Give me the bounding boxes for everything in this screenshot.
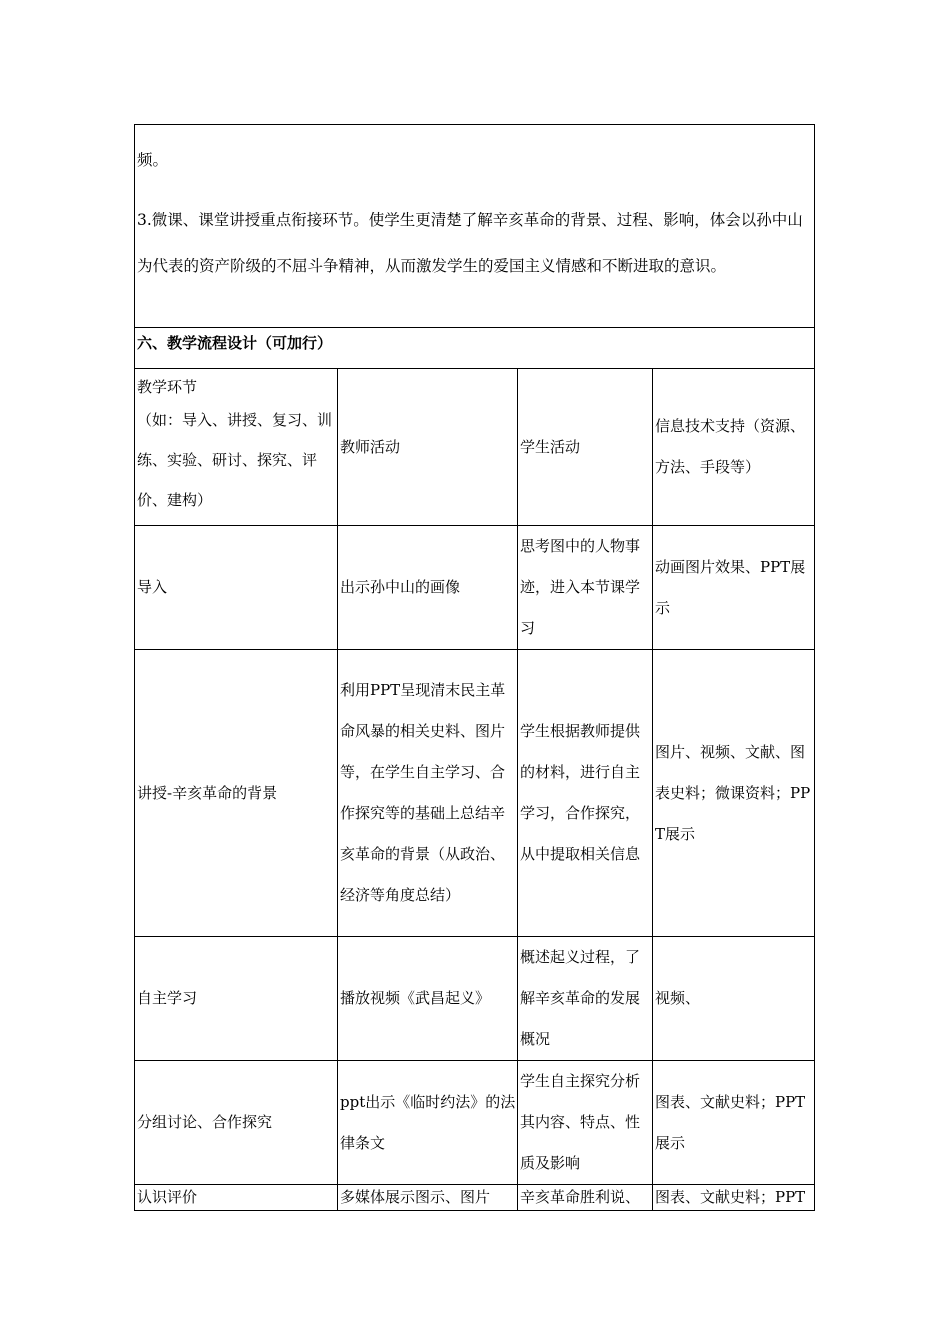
section-title-row [135,328,815,369]
row-student: 辛亥革命胜利说、 [518,1185,653,1211]
row-student: 学生自主探究分析其内容、特点、性质及影响 [518,1061,653,1185]
header-student: 学生活动 [518,369,653,526]
row-teacher: 播放视频《武昌起义》 [338,937,518,1061]
table-row [135,937,815,1061]
row-tech: 图表、文献史料；PPT [653,1185,815,1211]
row-teacher: 利用PPT呈现清末民主革命风暴的相关史料、图片等，在学生自主学习、合作探究等的基础上总结辛亥革命的背景（从政治、经济等角度总结） [338,650,518,937]
table-row [135,1185,815,1211]
table-row [135,526,815,650]
row-stage: 分组讨论、合作探究 [135,1061,338,1185]
row-stage: 认识评价 [135,1185,338,1211]
header-teacher: 教师活动 [338,369,518,526]
row-teacher: 出示孙中山的画像 [338,526,518,650]
section-title: 六、教学流程设计（可加行） [135,328,815,369]
row-student: 思考图中的人物事迹，进入本节课学习 [518,526,653,650]
row-tech: 视频、 [653,937,815,1061]
row-teacher: 多媒体展示图示、图片 [338,1185,518,1211]
header-stage-title: 教学环节 [137,378,198,396]
row-tech: 动画图片效果、PPT展示 [653,526,815,650]
table-header-row [135,369,815,526]
row-tech: 图片、视频、文献、图表史料；微课资料；PPT展示 [653,650,815,937]
row-tech: 图表、文献史料；PPT展示 [653,1061,815,1185]
intro-line-tail: 频。 [137,151,169,169]
row-stage: 讲授-辛亥革命的背景 [135,650,338,937]
header-tech: 信息技术支持（资源、方法、手段等） [653,369,815,526]
header-stage-hint: （如：导入、讲授、复习、训练、实验、研讨、探究、评价、建构） [137,411,333,509]
row-student: 概述起义过程，了解辛亥革命的发展概况 [518,937,653,1061]
intro-paragraph-3: 3.微课、课堂讲授重点衔接环节。使学生更清楚了解辛亥革命的背景、过程、影响，体会以孙中山为代表的资产阶级的不屈斗争精神，从而激发学生的爱国主义情感和不断进取的意识。 [137,211,803,275]
table-row [135,650,815,937]
header-stage [135,369,338,526]
intro-row [135,125,815,328]
row-student: 学生根据教师提供的材料，进行自主学习，合作探究，从中提取相关信息 [518,650,653,937]
row-teacher: ppt出示《临时约法》的法律条文 [338,1061,518,1185]
lesson-plan-table [134,124,815,1211]
document-page [134,124,814,1211]
row-stage: 自主学习 [135,937,338,1061]
row-stage: 导入 [135,526,338,650]
table-row [135,1061,815,1185]
